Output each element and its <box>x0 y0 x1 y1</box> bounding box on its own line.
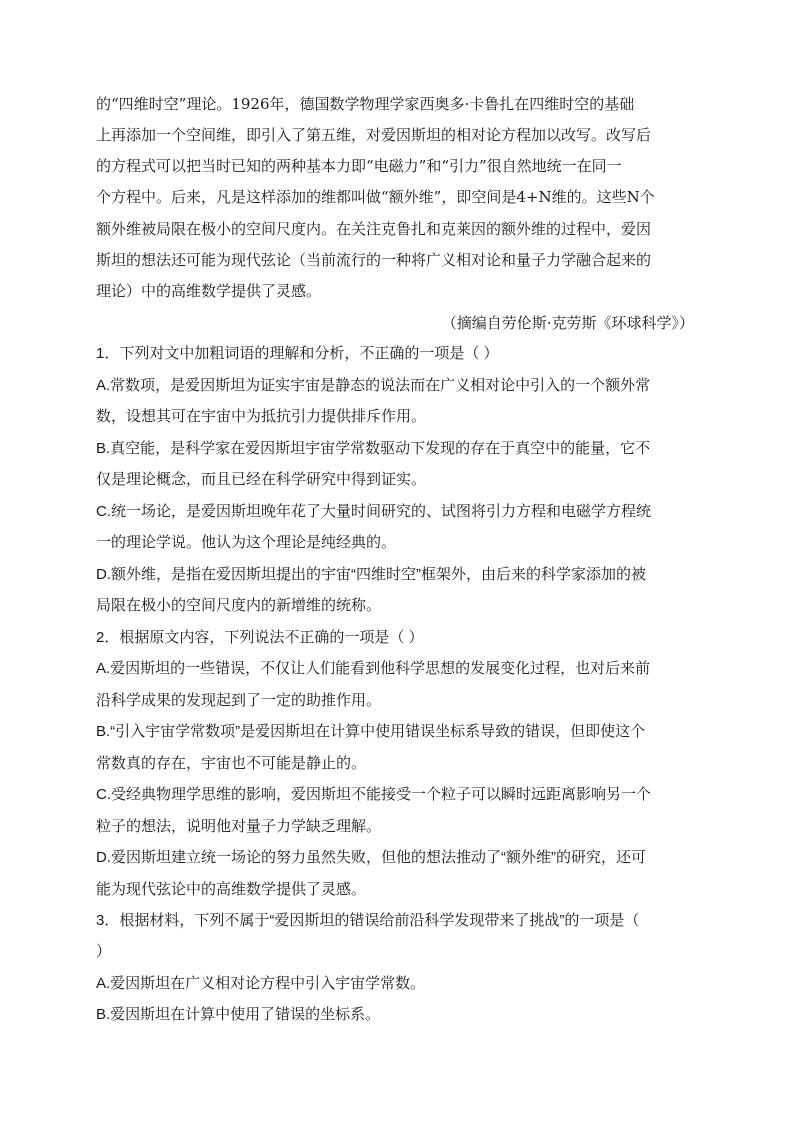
question-1-option-a-cont: 数，设想其可在宇宙中为抵抗引力提供排斥作用。 <box>96 408 427 425</box>
passage-line: 额外维被局限在极小的空间尺度内。在关注克鲁扎和克莱因的额外维的过程中，爱因 <box>96 220 652 238</box>
question-2-option-b-cont: 常数真的存在，宇宙也不可能是静止的。 <box>96 755 367 772</box>
question-1-stem: 1．下列对文中加粗词语的理解和分析，不正确的一项是（ ） <box>96 345 499 362</box>
question-2-option-c: C.受经典物理学思维的影响，爱因斯坦不能接受一个粒子可以瞬时远距离影响另一个 <box>96 786 652 803</box>
passage-line: 上再添加一个空间维，即引入了第五维，对爱因斯坦的相对论方程加以改写。改写后 <box>96 126 652 144</box>
question-2-stem: 2．根据原文内容，下列说法不正确的一项是（ ） <box>96 629 424 646</box>
question-1-option-a: A.常数项，是爱因斯坦为证实宇宙是静态的说法而在广义相对论中引入的一个额外常 <box>96 377 651 394</box>
passage-line: 的方程式可以把当时已知的两种基本力即“电磁力”和“引力”很自然地统一在同一 <box>96 157 622 175</box>
passage-line: 的“四维时空”理论。1926年，德国数学物理学家西奥多·卡鲁扎在四维时空的基础 <box>96 95 635 113</box>
question-1-option-b: B.真空能，是科学家在爱因斯坦宇宙学常数驱动下发现的存在于真空中的能量，它不 <box>96 440 651 457</box>
question-1-option-c-cont: 一的理论学说。他认为这个理论是纯经典的。 <box>96 534 397 551</box>
question-3-stem: 3．根据材料，下列不属于“爱因斯坦的错误给前沿科学发现带来了挑战”的一项是（ <box>96 912 640 929</box>
question-3-option-b: B.爱因斯坦在计算中使用了错误的坐标系。 <box>96 1006 381 1023</box>
question-1-option-b-cont: 仅是理论概念，而且已经在科学研究中得到证实。 <box>96 471 427 488</box>
passage-line: 理论）中的高维数学提供了灵感。 <box>96 282 322 300</box>
passage-source: （摘编自劳伦斯·克劳斯《环球科学》） <box>441 314 694 332</box>
passage-line: 斯坦的想法还可能为现代弦论（当前流行的一种将广义相对论和量子力学融合起来的 <box>96 251 652 269</box>
question-1-option-d-cont: 局限在极小的空间尺度内的新增维的统称。 <box>96 597 382 614</box>
question-2-option-a-cont: 沿科学成果的发现起到了一定的助推作用。 <box>96 692 382 709</box>
question-3-option-a: A.爱因斯坦在广义相对论方程中引入宇宙学常数。 <box>96 975 426 992</box>
question-1-option-d: D.额外维，是指在爱因斯坦提出的宇宙“四维时空”框架外，由后来的科学家添加的被 <box>96 566 646 583</box>
passage-line: 个方程中。后来，凡是这样添加的维都叫做“额外维”，即空间是4+N维的。这些N个 <box>96 188 655 206</box>
question-2-option-b: B.“引入宇宙学常数项”是爱因斯坦在计算中使用错误坐标系导致的错误，但即使这个 <box>96 723 646 740</box>
question-3-stem-cont: ） <box>96 943 112 960</box>
question-2-option-d-cont: 能为现代弦论中的高维数学提供了灵感。 <box>96 881 367 898</box>
question-2-option-a: A.爱因斯坦的一些错误，不仅让人们能看到他科学思想的发展变化过程，也对后来前 <box>96 660 651 677</box>
question-1-option-c: C.统一场论，是爱因斯坦晚年花了大量时间研究的、试图将引力方程和电磁学方程统 <box>96 503 652 520</box>
question-2-option-c-cont: 粒子的想法，说明他对量子力学缺乏理解。 <box>96 818 382 835</box>
question-2-option-d: D.爱因斯坦建立统一场论的努力虽然失败，但他的想法推动了“额外维”的研究，还可 <box>96 849 646 866</box>
